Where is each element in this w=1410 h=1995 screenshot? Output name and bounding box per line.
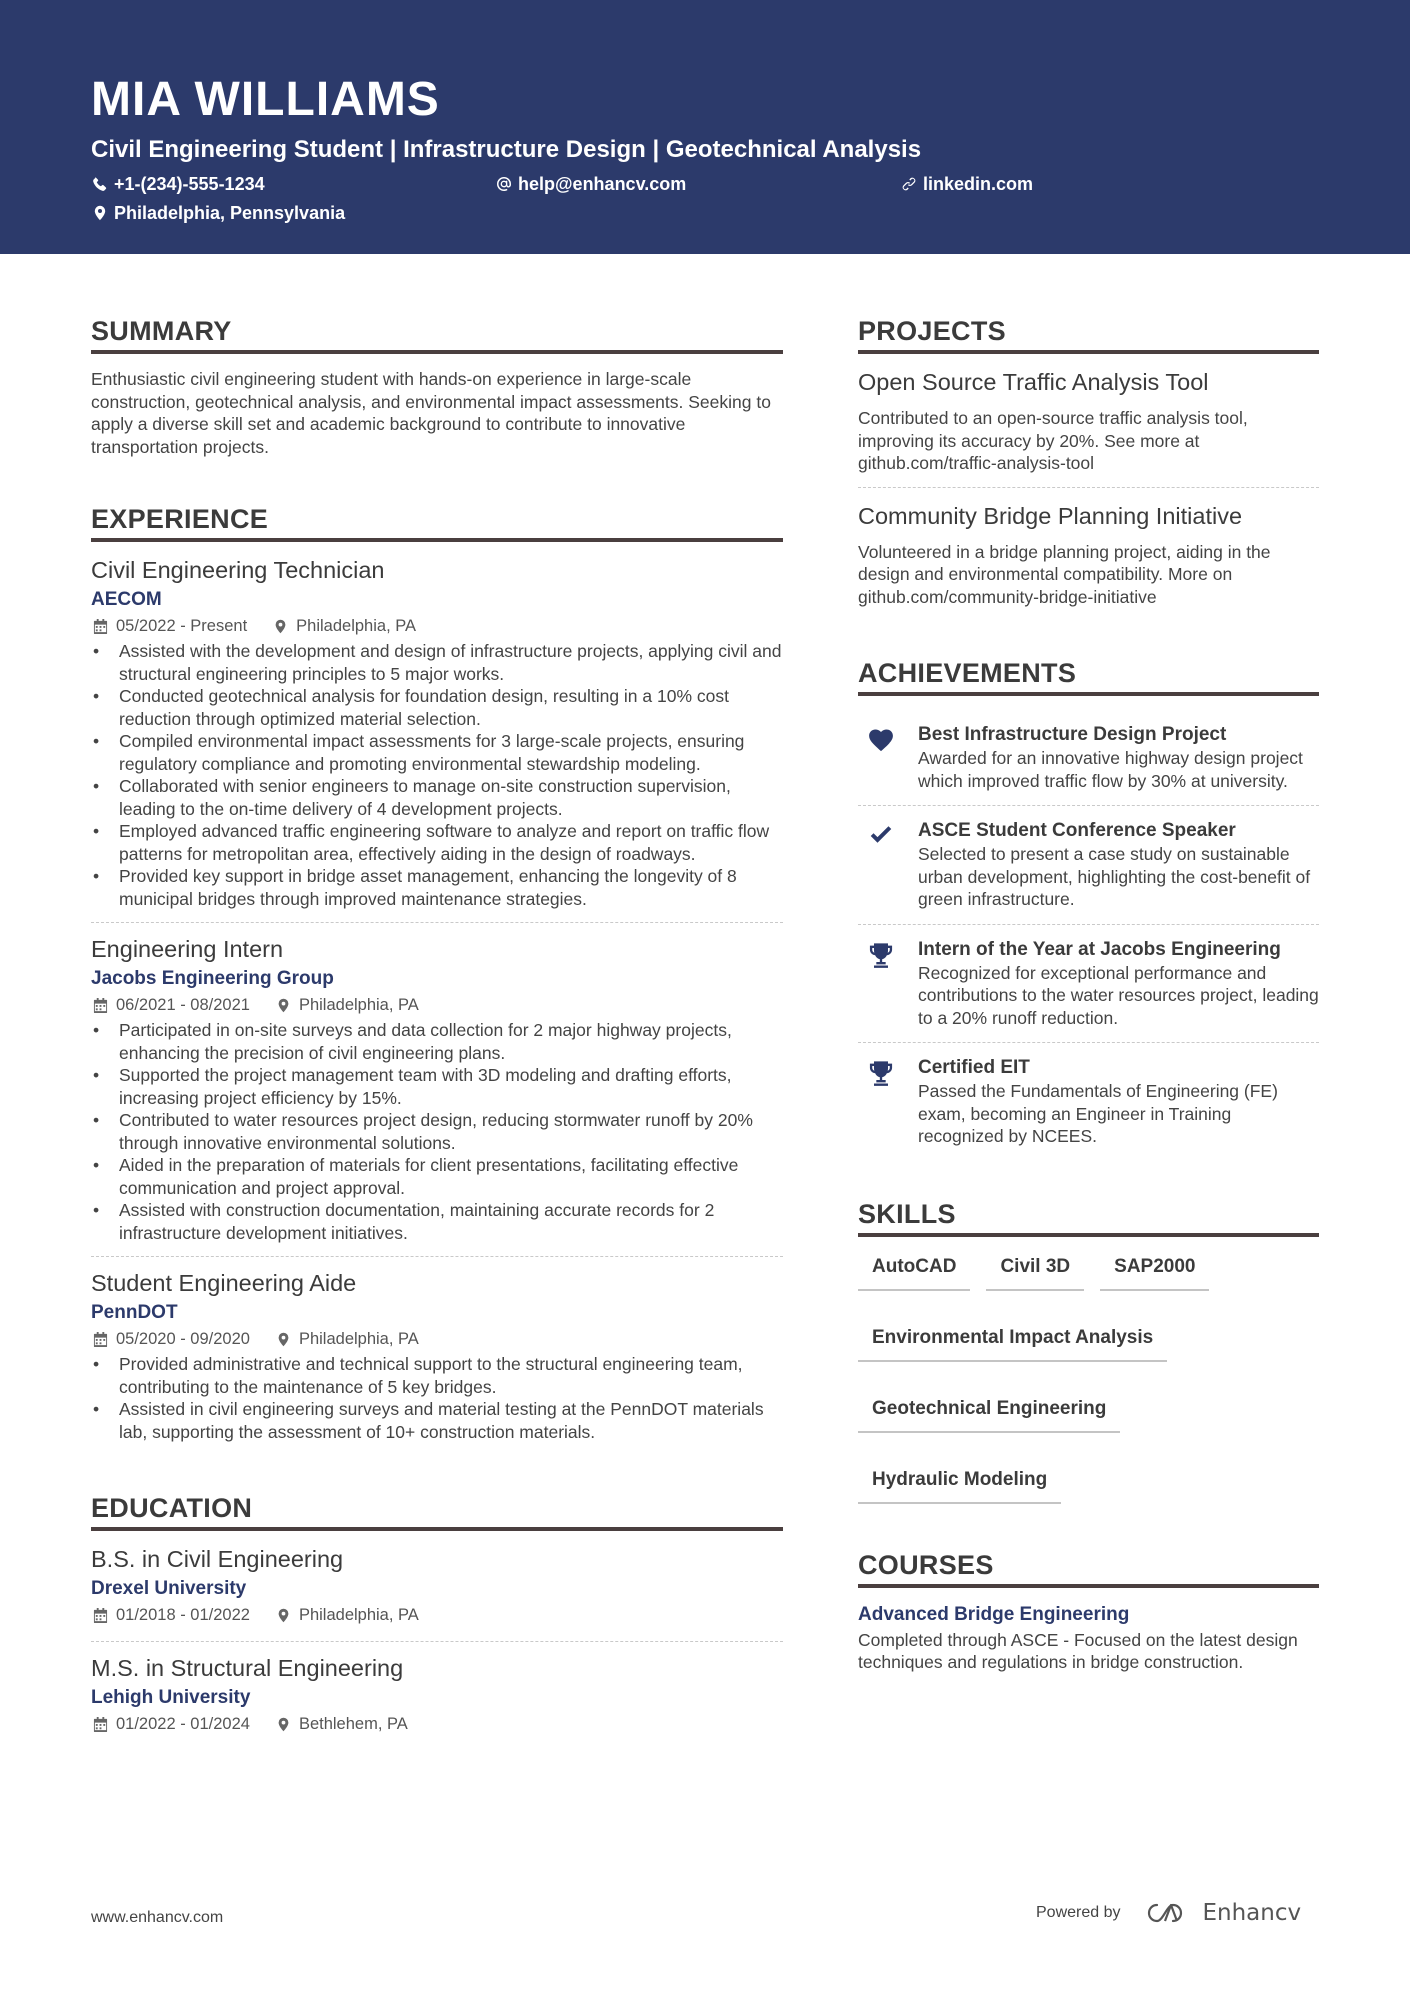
job-entry bbox=[91, 556, 783, 922]
bullet-item: • Provided administrative and technical support to the structural engineering team, contributing to the maintenance of 5 key bridges. bbox=[91, 1353, 783, 1398]
experience-heading: EXPERIENCE bbox=[91, 502, 783, 542]
summary-section bbox=[91, 314, 783, 458]
location-pin-icon bbox=[276, 1717, 291, 1732]
job-bullets bbox=[91, 1353, 783, 1443]
project-title: Open Source Traffic Analysis Tool bbox=[858, 369, 1209, 395]
company-name: PennDOT bbox=[91, 1302, 178, 1323]
calendar-icon bbox=[93, 1717, 108, 1732]
footer-website[interactable]: www.enhancv.com bbox=[91, 1909, 224, 1926]
achievement-title: Intern of the Year at Jacobs Engineering bbox=[918, 938, 1281, 960]
bullet-item: • Participated in on-site surveys and data collection for 2 major highway projects, enhancing the precision of civil engineering plans. bbox=[91, 1019, 783, 1064]
resume-header bbox=[0, 0, 1410, 254]
contact-email[interactable] bbox=[496, 173, 686, 195]
job-dates: 05/2022 - Present bbox=[116, 617, 248, 635]
project-description: Contributed to an open-source traffic analysis tool, improving its accuracy by 20%. See more at github.com/traffic-analysis-tool bbox=[858, 408, 1248, 473]
contact-phone bbox=[92, 173, 265, 195]
achievement-description: Recognized for exceptional performance and contributions to the water resources project, leading to a 20% runoff reduction. bbox=[918, 962, 1319, 1028]
summary-heading: SUMMARY bbox=[91, 314, 783, 354]
education-location: Philadelphia, PA bbox=[298, 1606, 419, 1624]
projects-heading: PROJECTS bbox=[858, 314, 1319, 354]
achievement-title: Certified EIT bbox=[918, 1057, 1030, 1078]
job-entry bbox=[91, 1256, 783, 1455]
trophy-icon bbox=[867, 941, 895, 969]
brand-logo[interactable] bbox=[1147, 1900, 1302, 1926]
calendar-icon bbox=[93, 998, 108, 1013]
candidate-name: MIA WILLIAMS bbox=[91, 73, 440, 126]
degree-title: B.S. in Civil Engineering bbox=[91, 1546, 344, 1572]
trophy-icon bbox=[867, 1059, 895, 1087]
education-entry bbox=[91, 1545, 783, 1641]
skill-tag: Hydraulic Modeling bbox=[858, 1464, 1061, 1504]
location-pin-icon bbox=[273, 619, 288, 634]
achievements-section bbox=[858, 656, 1319, 1161]
achievement-description: Awarded for an innovative highway design project which improved traffic flow by 30% at university. bbox=[918, 748, 1303, 791]
skills-list bbox=[858, 1251, 1319, 1504]
courses-section bbox=[858, 1548, 1319, 1674]
achievement-entry bbox=[858, 710, 1319, 805]
course-title: Advanced Bridge Engineering bbox=[858, 1603, 1130, 1625]
phone-text: +1-(234)-555-1234 bbox=[114, 174, 265, 194]
brand-name: Enhancv bbox=[1202, 1900, 1302, 1926]
website-text: linkedin.com bbox=[923, 174, 1034, 194]
education-dates: 01/2022 - 01/2024 bbox=[116, 1715, 250, 1733]
skills-heading: SKILLS bbox=[858, 1197, 1319, 1237]
bullet-item: • Supported the project management team with 3D modeling and drafting efforts, increasing project efficiency by 15%. bbox=[91, 1064, 783, 1109]
achievements-heading: ACHIEVEMENTS bbox=[858, 656, 1319, 696]
school-name: Lehigh University bbox=[91, 1687, 251, 1708]
bullet-item: • Contributed to water resources project design, reducing stormwater runoff by 20% through innovative environmental solutions. bbox=[91, 1109, 783, 1154]
job-dates: 06/2021 - 08/2021 bbox=[116, 996, 250, 1014]
education-section bbox=[91, 1491, 783, 1750]
left-column bbox=[91, 314, 783, 1750]
calendar-icon bbox=[93, 1332, 108, 1347]
phone-icon bbox=[92, 176, 108, 192]
skill-tag: Civil 3D bbox=[986, 1251, 1084, 1291]
school-name: Drexel University bbox=[91, 1578, 247, 1599]
link-icon bbox=[901, 176, 917, 192]
job-location: Philadelphia, PA bbox=[296, 617, 417, 635]
project-description: Volunteered in a bridge planning project, aiding in the design and environmental compatibility. More on github.com/community-bridge-initiative bbox=[858, 541, 1271, 607]
bullet-item: • Collaborated with senior engineers to manage on-site construction supervision, leading to the on-time delivery of 4 development projects. bbox=[91, 775, 783, 820]
projects-section bbox=[858, 314, 1319, 620]
education-meta bbox=[93, 1604, 783, 1626]
achievement-title: ASCE Student Conference Speaker bbox=[918, 820, 1236, 841]
project-entry bbox=[858, 368, 1319, 487]
location-pin-icon bbox=[276, 1332, 291, 1347]
education-meta bbox=[93, 1713, 783, 1735]
right-column bbox=[858, 314, 1319, 1674]
bullet-item: • Assisted in civil engineering surveys and material testing at the PennDOT materials lab, supporting the assessment of 10+ construction materials. bbox=[91, 1398, 783, 1443]
checkmark-icon bbox=[867, 822, 895, 850]
location-pin-icon bbox=[276, 998, 291, 1013]
calendar-icon bbox=[93, 619, 108, 634]
bullet-item: • Assisted with construction documentation, maintaining accurate records for 2 infrastructure development initiatives. bbox=[91, 1199, 783, 1244]
project-title: Community Bridge Planning Initiative bbox=[858, 502, 1243, 529]
achievement-entry bbox=[858, 805, 1319, 924]
achievement-description: Passed the Fundamentals of Engineering (FE) exam, becoming an Engineer in Training recognized by NCEES. bbox=[918, 1081, 1278, 1146]
company-name: Jacobs Engineering Group bbox=[91, 968, 334, 989]
job-bullets bbox=[91, 640, 783, 910]
candidate-headline: Civil Engineering Student | Infrastructure Design | Geotechnical Analysis bbox=[91, 136, 922, 163]
bullet-item: • Conducted geotechnical analysis for foundation design, resulting in a 10% cost reduction through optimized material selection. bbox=[91, 685, 783, 730]
achievement-title: Best Infrastructure Design Project bbox=[918, 724, 1227, 745]
enhancv-logo-icon bbox=[1147, 1901, 1193, 1925]
courses-heading: COURSES bbox=[858, 1548, 1319, 1588]
footer-branding bbox=[1036, 1900, 1301, 1926]
education-heading: EDUCATION bbox=[91, 1491, 783, 1531]
experience-section bbox=[91, 502, 783, 1455]
project-entry bbox=[858, 487, 1319, 621]
contact-website[interactable] bbox=[901, 173, 1033, 195]
job-meta bbox=[93, 1328, 783, 1350]
skill-tag: Environmental Impact Analysis bbox=[858, 1322, 1167, 1362]
bullet-item: • Compiled environmental impact assessments for 3 large-scale projects, ensuring regulatory compliance and promoting environmental stewardship modeling. bbox=[91, 730, 783, 775]
degree-title: M.S. in Structural Engineering bbox=[91, 1655, 404, 1681]
skills-section bbox=[858, 1197, 1319, 1504]
skill-tag: AutoCAD bbox=[858, 1251, 970, 1291]
contact-location bbox=[92, 202, 345, 224]
skill-tag: SAP2000 bbox=[1100, 1251, 1209, 1291]
job-entry bbox=[91, 922, 783, 1256]
bullet-item: • Aided in the preparation of materials for client presentations, facilitating effective communication and project approval. bbox=[91, 1154, 783, 1199]
education-entry bbox=[91, 1641, 783, 1750]
achievement-entry bbox=[858, 1042, 1319, 1161]
heart-icon bbox=[867, 726, 895, 754]
achievement-description: Selected to present a case study on sustainable urban development, highlighting the cost-benefit of green infrastructure. bbox=[918, 844, 1311, 909]
summary-text: Enthusiastic civil engineering student with hands-on experience in large-scale construction, geotechnical analysis, and environmental impact assessments. Seeking to apply a diverse skill set and academic background to contribute to innovative transportation projects. bbox=[91, 369, 771, 457]
job-title: Engineering Intern bbox=[91, 936, 284, 962]
job-title: Student Engineering Aide bbox=[91, 1270, 357, 1296]
achievement-entry bbox=[858, 924, 1319, 1043]
job-location: Philadelphia, PA bbox=[298, 1330, 419, 1348]
job-location: Philadelphia, PA bbox=[298, 996, 419, 1014]
job-meta bbox=[93, 615, 783, 637]
bullet-item: • Employed advanced traffic engineering software to analyze and report on traffic flow patterns for metropolitan area, effectively aiding in the design of roadways. bbox=[91, 820, 783, 865]
job-title: Civil Engineering Technician bbox=[91, 557, 385, 583]
location-text: Philadelphia, Pennsylvania bbox=[114, 203, 346, 223]
job-meta bbox=[93, 994, 783, 1016]
company-name: AECOM bbox=[91, 589, 162, 610]
location-pin-icon bbox=[276, 1608, 291, 1623]
location-pin-icon bbox=[92, 205, 108, 221]
bullet-item: • Provided key support in bridge asset management, enhancing the longevity of 8 municipal bridges through improved maintenance strategies. bbox=[91, 865, 783, 910]
job-bullets bbox=[91, 1019, 783, 1244]
skill-tag: Geotechnical Engineering bbox=[858, 1393, 1120, 1433]
job-dates: 05/2020 - 09/2020 bbox=[116, 1330, 250, 1348]
education-location: Bethlehem, PA bbox=[298, 1715, 408, 1733]
at-icon bbox=[496, 176, 512, 192]
calendar-icon bbox=[93, 1608, 108, 1623]
email-text: help@enhancv.com bbox=[518, 174, 687, 194]
bullet-item: • Assisted with the development and design of infrastructure projects, applying civil and structural engineering principles to 5 major works. bbox=[91, 640, 783, 685]
education-dates: 01/2018 - 01/2022 bbox=[116, 1606, 250, 1624]
powered-by-label: Powered by bbox=[1036, 1904, 1121, 1921]
course-description: Completed through ASCE - Focused on the latest design techniques and regulations in bridge construction. bbox=[858, 1629, 1298, 1672]
